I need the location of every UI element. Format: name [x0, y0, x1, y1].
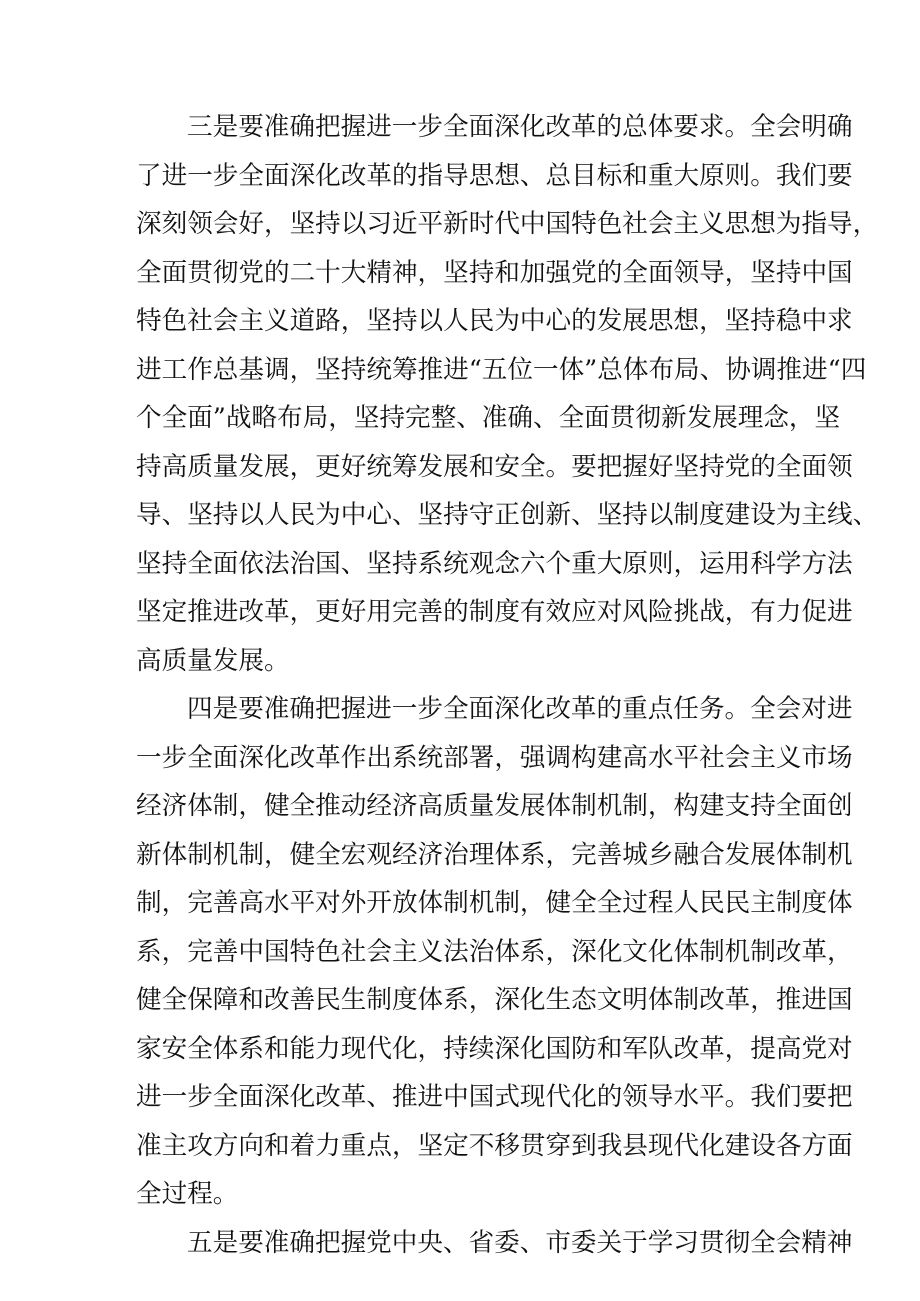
text-line: 四是要准确把握进一步全面深化改革的重点任务。全会对进	[187, 694, 853, 724]
text-line: 五是要准确把握党中央、省委、市委关于学习贯彻全会精神	[187, 1227, 853, 1258]
text-line: 持高质量发展，更好统筹发展和安全。要把握好坚持党的全面领	[136, 451, 853, 482]
paragraph-4-key-tasks	[136, 685, 853, 1219]
text-line: 制，完善高水平对外开放体制机制，健全全过程人民民主制度体	[136, 888, 853, 918]
paragraph-3-overall-requirements	[136, 103, 879, 685]
text-line: 准主攻方向和着力重点，坚定不移贯穿到我县现代化建设各方面	[136, 1130, 853, 1161]
text-line: 个全面”战略布局，坚持完整、准确、全面贯彻新发展理念，坚	[136, 403, 841, 433]
text-line: 新体制机制，健全宏观经济治理体系，完善城乡融合发展体制机	[136, 839, 853, 870]
text-line: 全面贯彻党的二十大精神，坚持和加强党的全面领导，坚持中国	[136, 257, 853, 288]
text-line: 特色社会主义道路，坚持以人民为中心的发展思想，坚持稳中求	[136, 306, 853, 336]
text-line: 一步全面深化改革作出系统部署，强调构建高水平社会主义市场	[136, 742, 853, 773]
text-line: 经济体制，健全推动经济高质量发展体制机制，构建支持全面创	[136, 791, 853, 821]
text-line: 了进一步全面深化改革的指导思想、总目标和重大原则。我们要	[136, 160, 853, 191]
text-line: 系，完善中国特色社会主义法治体系，深化文化体制机制改革，	[136, 936, 853, 967]
text-line: 进一步全面深化改革、推进中国式现代化的领导水平。我们要把	[136, 1082, 853, 1112]
text-line: 健全保障和改善民生制度体系，深化生态文明体制改革，推进国	[136, 985, 853, 1015]
text-line: 深刻领会好，坚持以习近平新时代中国特色社会主义思想为指导，	[136, 209, 879, 239]
text-line: 高质量发展。	[136, 645, 290, 676]
text-line: 家安全体系和能力现代化，持续深化国防和军队改革，提高党对	[136, 1033, 853, 1064]
text-line: 进工作总基调，坚持统筹推进“五位一体”总体布局、协调推进“四	[136, 354, 867, 385]
text-line: 导、坚持以人民为中心、坚持守正创新、坚持以制度建设为主线、	[136, 500, 879, 530]
text-line: 全过程。	[136, 1179, 239, 1209]
paragraph-5-study-spirit	[136, 1219, 853, 1268]
text-line: 坚定推进改革，更好用完善的制度有效应对风险挑战，有力促进	[136, 597, 853, 627]
text-line: 三是要准确把握进一步全面深化改革的总体要求。全会明确	[187, 112, 853, 142]
text-line: 坚持全面依法治国、坚持系统观念六个重大原则，运用科学方法	[136, 548, 853, 579]
body-text	[136, 103, 879, 1267]
